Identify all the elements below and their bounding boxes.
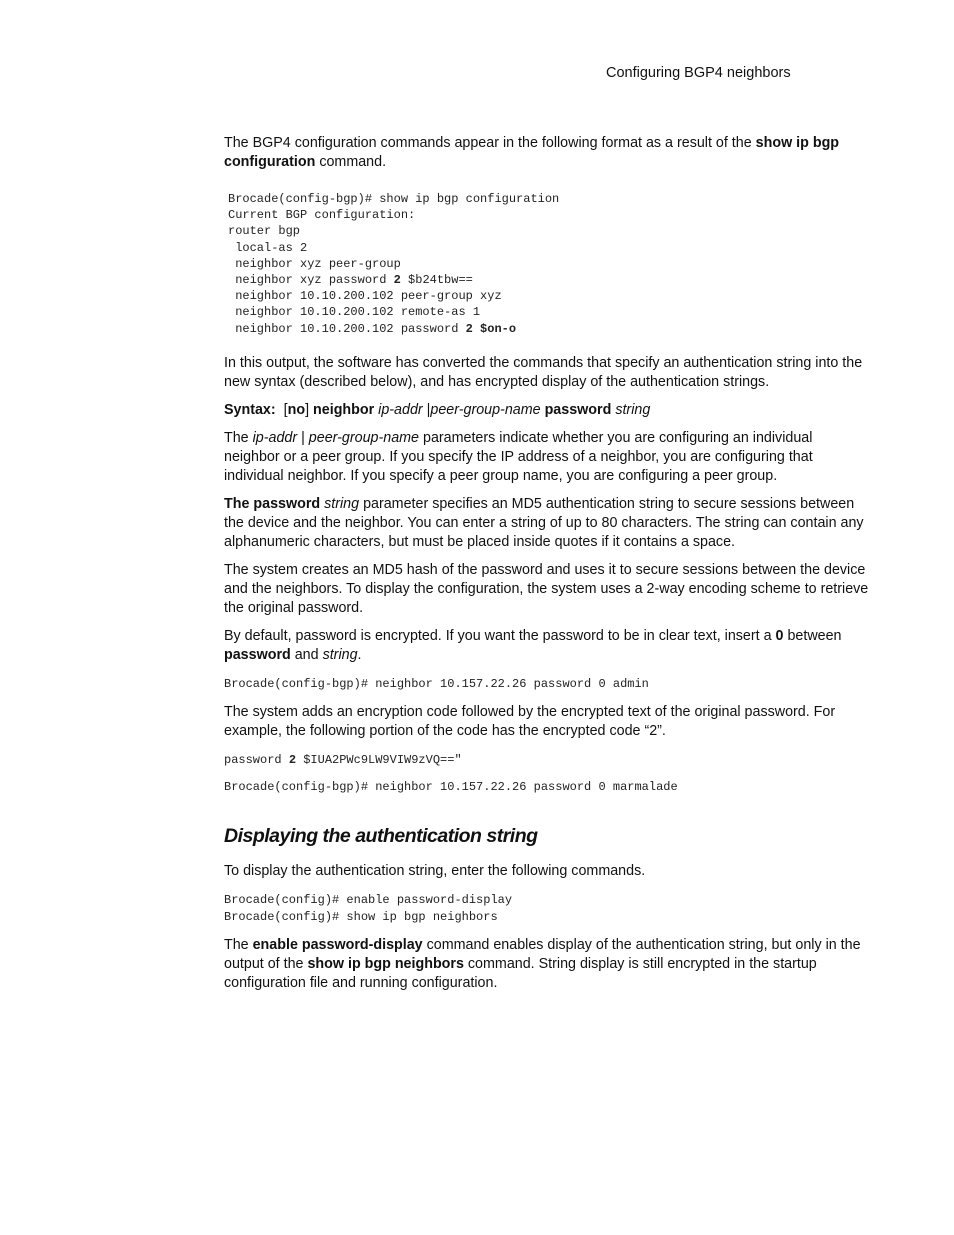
code-line: Current BGP configuration: (228, 208, 416, 223)
md5-paragraph: The system creates an MD5 hash of the password and uses it to secure sessions between the device and the neighbors. To display the configuration, the system uses a 2-way encoding scheme to retrieve the original password. (224, 561, 869, 616)
page-content (224, 134, 870, 993)
default-paragraph: By default, password is encrypted. If you want the password to be in clear text, insert a 0 between password and string. (224, 627, 842, 663)
code-line: Brocade(config)# enable password-display (224, 893, 513, 908)
code-line: Brocade(config-bgp)# show ip bgp configuration (228, 192, 560, 206)
code-line: neighbor 10.10.200.102 peer-group xyz (228, 289, 502, 304)
intro-text: The BGP4 configuration commands appear in the following format as a result of the (224, 135, 756, 151)
section-heading: Displaying the authentication string (224, 825, 538, 848)
ip-addr-paragraph: The ip-addr | peer-group-name parameters indicate whether you are configuring an individual neighbor or a peer group. If you specify the IP address of a neighbor, you are configuring that individual neighbor. If you specify a peer group name, you are configuring a peer group. (224, 429, 813, 484)
code-line: Brocade(config)# show ip bgp neighbors (224, 909, 498, 924)
config-output-block (228, 191, 870, 337)
encryption-paragraph: The system adds an encryption code followed by the encrypted text of the original password. For example, the following portion of the code has the encrypted code “2”. (224, 704, 836, 740)
final-paragraph: The enable password-display command enables display of the authentication string, but only in the output of the show ip bgp neighbors command. String display is still encrypted in the startup configuration file and running configuration. (224, 936, 861, 991)
display-commands-block (224, 892, 870, 924)
syntax-line: Syntax: [no] neighbor ip-addr |peer-group-name password string (224, 401, 651, 418)
intro-text-end: command. (315, 154, 387, 170)
code-line: neighbor xyz peer-group (228, 256, 401, 271)
running-header: Configuring BGP4 neighbors (606, 65, 791, 81)
code-line: neighbor 10.10.200.102 password 2 $on-o (228, 321, 517, 336)
intro-command: show ip bgp configuration (224, 135, 840, 170)
output-paragraph: In this output, the software has converted the commands that specify an authentication string into the new syntax (described below), and has encrypted display of the authentication strings. (224, 354, 863, 390)
code-line: neighbor 10.10.200.102 remote-as 1 (228, 305, 481, 320)
display-paragraph: To display the authentication string, enter the following commands. (224, 863, 646, 880)
code-line: neighbor xyz password 2 $b24tbw== (228, 273, 473, 288)
intro-paragraph (224, 134, 870, 172)
code-line: local-as 2 (228, 240, 308, 255)
command-example-admin: Brocade(config-bgp)# neighbor 10.157.22.26 password 0 admin (224, 676, 649, 691)
password-paragraph: The password string parameter specifies an MD5 authentication string to secure sessions between the device and the neighbor. You can enter a string of up to 80 characters. The string can contain any alphanumeric characters, but must be placed inside quotes if it contains a space. (224, 495, 864, 550)
command-example-marmalade: Brocade(config-bgp)# neighbor 10.157.22.26 password 0 marmalade (224, 780, 678, 795)
code-line: router bgp (228, 224, 301, 239)
encrypted-password-example: password 2 $IUA2PWc9LW9VIW9zVQ==" (224, 753, 462, 768)
